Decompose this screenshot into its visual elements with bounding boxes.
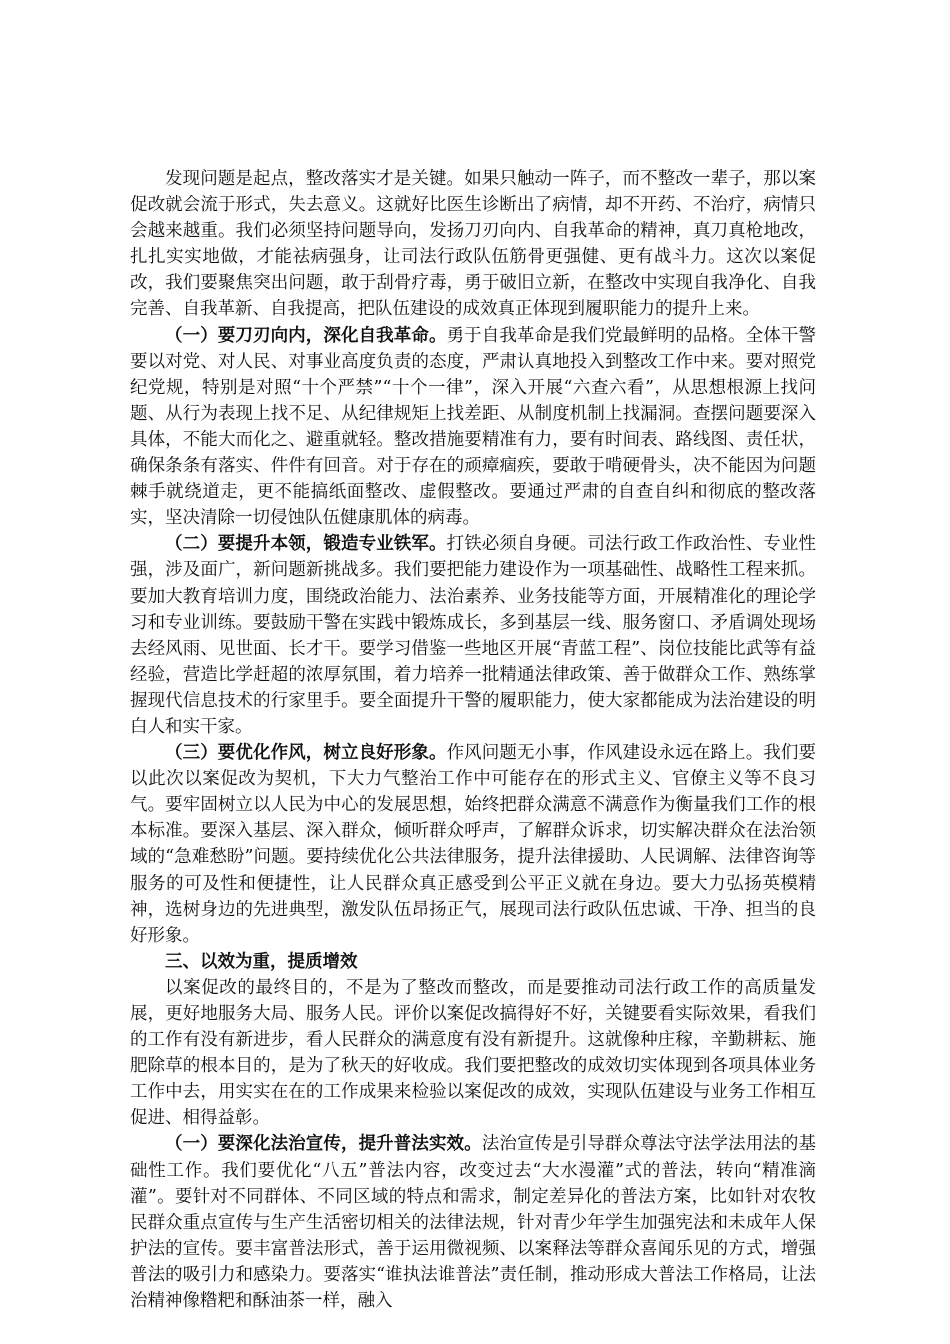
paragraph-text: 打铁必须自身硬。司法行政工作政治性、专业性强，涉及面广，新问题新挑战多。我们要把能力建设作为一项基础性、战略性工程来抓。要加大教育培训力度，围绕政治能力、法治素养、业务技能等方面，开展精准化的理论学习和专业训练。要鼓励干警在实践中锻炼成长，多到基层一线、服务窗口、矛盾调处现场去经风雨、见世面、长才干。要学习借鉴一些地区开展“青蓝工程”、岗位技能比武等有益经验，营造比学赶超的浓厚氛围，着力培养一批精通法律政策、善于做群众工作、熟练掌握现代信息技术的行家里手。要全面提升干警的履职能力，使大家都能成为法治建设的明白人和实干家。 xyxy=(130,534,817,737)
paragraph-text: 作风问题无小事，作风建设永远在路上。我们要以此次以案促改为契机，下大力气整治工作中可能存在的形式主义、官僚主义等不良习气。要牢固树立以人民为中心的发展思想，始终把群众满意不满意作为衡量我们工作的根本标准。要深入基层、深入群众，倾听群众呼声，了解群众诉求，切实解决群众在法治领域的“急难愁盼”问题。要持续优化公共法律服务，提升法律援助、人民调解、法律咨询等服务的可及性和便捷性，让人民群众真正感受到公平正义就在身边。要大力弘扬英模精神，选树身边的先进典型，激发队伍昂扬正气，展现司法行政队伍忠诚、干净、担当的良好形象。 xyxy=(130,743,817,946)
paragraph-self-revolution xyxy=(130,323,816,532)
section-heading: 三、以效为重，提质增效 xyxy=(165,951,358,972)
paragraph-legal-publicity xyxy=(130,1131,816,1314)
paragraph-lead: （一）要深化法治宣传，提升普法实效。 xyxy=(165,1134,482,1155)
document-page xyxy=(130,166,816,1314)
paragraph-text: 发现问题是起点，整改落实才是关键。如果只触动一阵子，而不整改一辈子，那以案促改就会流于形式，失去意义。这就好比医生诊断出了病情，却不开药、不治疗，病情只会越来越重。我们必须坚持问题导向，发扬刀刃向内、自我革命的精神，真刀真枪地改，扎扎实实地做，才能祛病强身，让司法行政队伍筋骨更强健、更有战斗力。这次以案促改，我们要聚焦突出问题，敢于刮骨疗毒，勇于破旧立新，在整改中实现自我净化、自我完善、自我革新、自我提高，把队伍建设的成效真正体现到履职能力的提升上来。 xyxy=(130,169,816,320)
paragraph-intro xyxy=(130,166,816,323)
paragraph-effectiveness xyxy=(130,975,816,1132)
paragraph-lead: （三）要优化作风，树立良好形象。 xyxy=(165,743,447,764)
paragraph-lead: （一）要刀刃向内，深化自我革命。 xyxy=(165,325,447,346)
paragraph-text: 以案促改的最终目的，不是为了整改而整改，而是要推动司法行政工作的高质量发展，更好地服务大局、服务人民。评价以案促改搞得好不好，关键要看实际效果，看我们的工作有没有新进步，看人民群众的满意度有没有新提升。这就像种庄稼，辛勤耕耘、施肥除草的根本目的，是为了秋天的好收成。我们要把整改的成效切实体现到各项具体业务工作中去，用实实在在的工作成果来检验以案促改的成效，实现队伍建设与业务工作相互促进、相得益彰。 xyxy=(130,977,816,1129)
paragraph-skills xyxy=(130,531,816,740)
paragraph-lead: （二）要提升本领，锻造专业铁军。 xyxy=(165,534,447,555)
paragraph-style xyxy=(130,740,816,949)
paragraph-text: 勇于自我革命是我们党最鲜明的品格。全体干警要以对党、对人民、对事业高度负责的态度，严肃认真地投入到整改工作中来。要对照党纪党规，特别是对照“十个严禁”“十个一律”，深入开展“六查六看”，从思想根源上找问题、从行为表现上找不足、从纪律规矩上找差距、从制度机制上找漏洞。查摆问题要深入具体，不能大而化之、避重就轻。整改措施要精准有力，要有时间表、路线图、责任状，确保条条有落实、件件有回音。对于存在的顽瘴痼疾，要敢于啃硬骨头，决不能因为问题棘手就绕道走，更不能搞纸面整改、虚假整改。要通过严肃的自查自纠和彻底的整改落实，坚决清除一切侵蚀队伍健康肌体的病毒。 xyxy=(130,325,817,529)
paragraph-text: 法治宣传是引导群众尊法守法学法用法的基础性工作。我们要优化“八五”普法内容，改变过去“大水漫灌”式的普法，转向“精准滴灌”。要针对不同群体、不同区域的特点和需求，制定差异化的普法方案，比如针对农牧民群众重点宣传与生产生活密切相关的法律法规，针对青少年学生加强宪法和未成年人保护法的宣传。要丰富普法形式，善于运用微视频、以案释法等群众喜闻乐见的方式，增强普法的吸引力和感染力。要落实“谁执法谁普法”责任制，推动形成大普法工作格局，让法治精神像糌粑和酥油茶一样，融入 xyxy=(130,1134,816,1312)
